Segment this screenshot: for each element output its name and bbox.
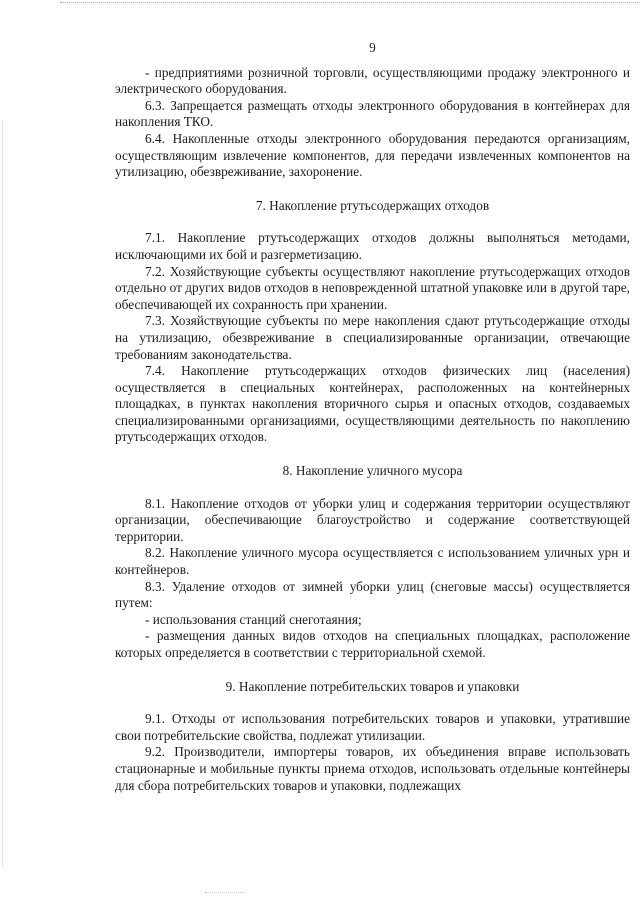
paragraph-8-2: 8.2. Накопление уличного мусора осуществляется с использованием уличных урн и контейнеров. [115,545,630,578]
paragraph-7-4: 7.4. Накопление ртутьсодержащих отходов физических лиц (населения) осуществляется в специальных контейнерах, расположенных на контейнерных площадках, в пунктах накопления вторичного сырья и опасных отходов, создаваемых специализированными организациями, осуществляющими деятельность по накоплению ртутьсодержащих отходов. [115,363,630,445]
list-item: - размещения данных видов отходов на специальных площадках, расположение которых определяется в соответствии с территориальной схемой. [115,628,630,660]
page-number: 9 [369,40,376,55]
paragraph-9-1: 9.1. Отходы от использования потребительских товаров и упаковки, утратившие свои потребительские свойства, подлежат утилизации. [115,711,630,743]
section-heading-7: 7. Накопление ртутьсодержащих отходов [255,197,490,213]
list-item: - использования станций снеготаяния; [145,611,362,627]
section-heading-9: 9. Накопление потребительских товаров и упаковки [225,678,520,694]
document-page [115,40,630,794]
section-heading-8: 8. Накопление уличного мусора [282,463,463,479]
paragraph-8-1: 8.1. Накопление отходов от уборки улиц и содержания территории осуществляют организации, обеспечивающие благоустройство и содержание соответствующей территории. [115,495,630,544]
scan-edge-top [60,2,640,3]
paragraph-7-1: 7.1. Накопление ртутьсодержащих отходов должны выполняться методами, исключающими их бой и разгерметизацию. [115,230,630,262]
paragraph-7-3: 7.3. Хозяйствующие субъекты по мере накопления сдают ртутьсодержащие отходы на утилизацию, обезвреживание в специализированные организации, отвечающие требованиям законодательства. [115,313,630,362]
paragraph-6-3: 6.3. Запрещается размещать отходы электронного оборудования в контейнерах для накопления ТКО. [115,97,630,130]
paragraph-6-4: 6.4. Накопленные отходы электронного оборудования передаются организациям, осуществляющим извлечение компонентов, для передачи извлеченных компонентов на утилизацию, обезвреживание, захоронение. [115,130,630,180]
paragraph-7-2: 7.2. Хозяйствующие субъекты осуществляют накопление ртутьсодержащих отходов отдельно от других видов отходов в неповрежденной штатной упаковке или в другой таре, обеспечивающей их сохранность при хранении. [115,263,630,312]
scan-mark-bottom [205,892,245,893]
paragraph-8-3: 8.3. Удаление отходов от зимней уборки улиц (снеговые массы) осуществляется путем: [115,578,630,611]
paragraph-9-2: 9.2. Производители, импортеры товаров, их объединения вправе использовать стационарные и мобильные пункты приема отходов, использовать отдельные контейнеры для сбора потребительских товаров и упаковки, подлежащих [115,744,630,793]
scan-edge-left [2,120,3,865]
list-item: - предприятиями розничной торговли, осуществляющими продажу электронного и электрического оборудования. [115,64,630,97]
